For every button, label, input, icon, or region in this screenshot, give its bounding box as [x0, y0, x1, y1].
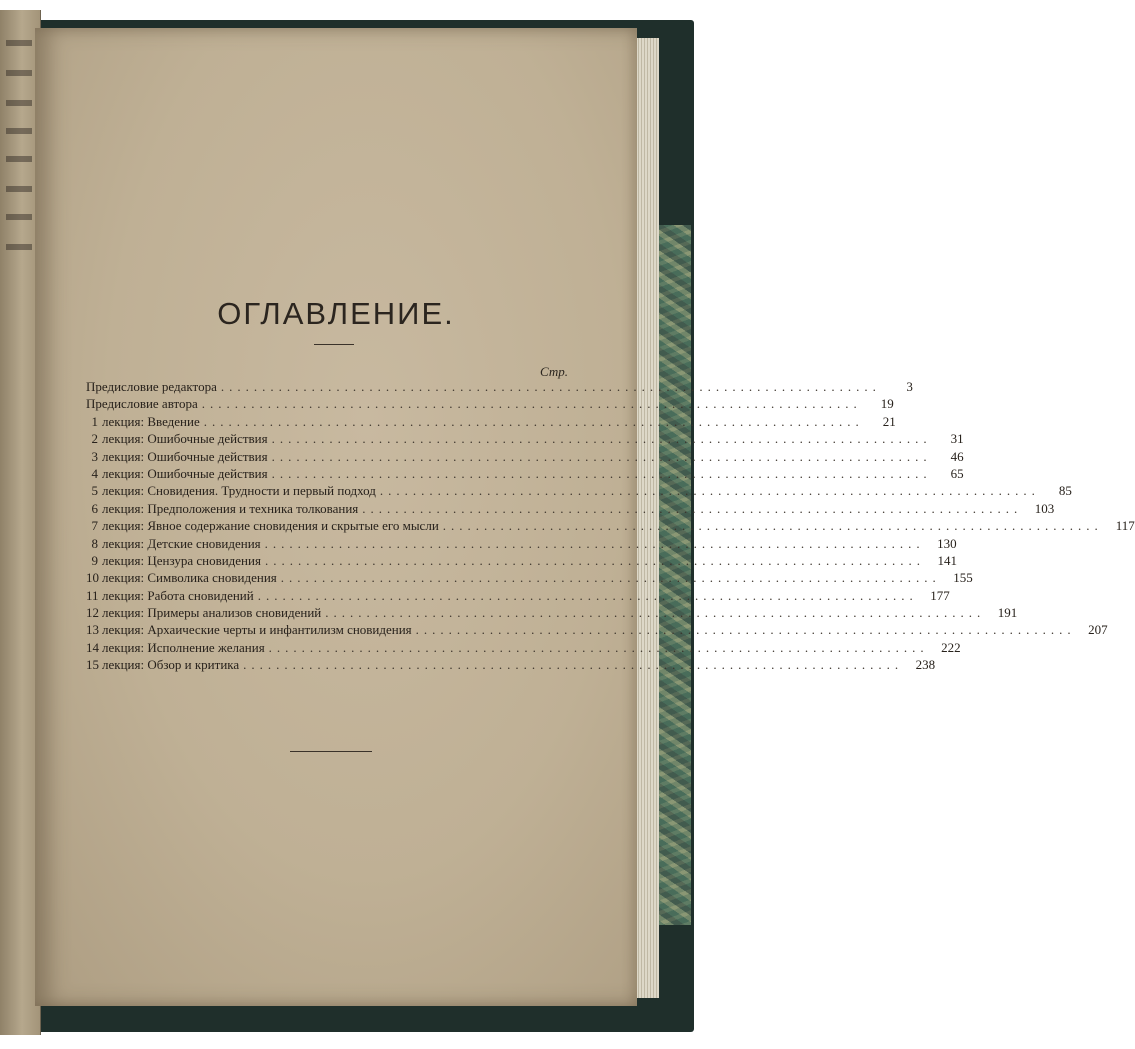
toc-entry: [86, 535, 957, 552]
toc-entry: [86, 517, 1135, 534]
page-title: ОГЛАВЛЕНИЕ.: [217, 296, 455, 331]
entry-label: лекция:: [102, 448, 145, 464]
entry-title: Архаические черты и инфантилизм сновидения: [147, 622, 412, 638]
dot-leader: ................................................................................: [442, 518, 1103, 534]
entry-title: Символика сновидения: [147, 570, 277, 586]
dot-leader: ................................................................................: [271, 448, 932, 464]
page-number: 103: [1034, 500, 1055, 516]
page-number: 238: [915, 657, 936, 673]
page-number: 141: [937, 552, 957, 568]
page-column-label: Стр.: [540, 364, 568, 379]
lecture-number: 9: [91, 552, 98, 568]
toc-entry: [86, 621, 1108, 638]
entry-label: лекция:: [102, 500, 145, 516]
dot-leader: ................................................................................: [362, 500, 1023, 516]
lecture-number: 3: [91, 448, 98, 464]
entry-label: лекция:: [102, 657, 145, 673]
entry-title: Явное содержание сновидения и скрытые его мысли: [147, 518, 439, 534]
entry-label: лекция:: [102, 465, 145, 481]
dot-leader: ................................................................................: [257, 587, 918, 603]
lecture-number: 12: [86, 605, 99, 621]
lecture-number: 7: [91, 518, 98, 534]
lecture-number: 2: [91, 431, 98, 447]
entry-label: лекция:: [102, 622, 145, 638]
entry-label: лекция:: [102, 535, 145, 551]
toc-entry: [86, 569, 973, 586]
page-number: 155: [953, 570, 973, 586]
toc-entry: [86, 465, 964, 482]
left-page-text-fragment: [6, 100, 32, 106]
toc-entry: [86, 395, 894, 412]
page-number: 207: [1088, 622, 1108, 638]
end-rule: [290, 751, 372, 752]
entry-label: лекция:: [102, 639, 145, 655]
left-page-text-fragment: [6, 156, 32, 162]
lecture-number: 15: [86, 657, 99, 673]
left-page-text-fragment: [6, 244, 32, 250]
table-of-contents: [86, 378, 1135, 674]
entry-title: Цензура сновидения: [147, 552, 261, 568]
contents-page: [35, 28, 1135, 1006]
entry-title: Примеры анализов сновидений: [147, 605, 322, 621]
entry-label: лекция:: [102, 570, 145, 586]
left-page-text-fragment: [6, 186, 32, 192]
lecture-number: 4: [91, 465, 98, 481]
page-number: 191: [997, 605, 1018, 621]
page-number: 222: [941, 639, 961, 655]
toc-entry: [86, 378, 913, 395]
toc-entry: [86, 482, 1072, 499]
dot-leader: ................................................................................: [243, 657, 904, 673]
left-page-text-fragment: [6, 128, 32, 134]
entry-title: Работа сновидений: [147, 587, 254, 603]
dot-leader: ................................................................................: [264, 535, 925, 551]
lecture-number: 8: [91, 535, 98, 551]
left-page-text-fragment: [6, 40, 32, 46]
entry-label: лекция:: [102, 552, 145, 568]
dot-leader: ................................................................................: [271, 431, 932, 447]
lecture-number: 6: [91, 500, 98, 516]
entry-title: Обзор и критика: [147, 657, 240, 673]
toc-entry: [86, 639, 961, 656]
entry-label: Предисловие редактора: [86, 379, 217, 394]
page-number: 46: [950, 448, 964, 464]
dot-leader: ................................................................................: [264, 552, 925, 568]
lecture-number: 13: [86, 622, 99, 638]
page-number: 31: [950, 431, 964, 447]
page-number: 85: [1058, 483, 1072, 499]
entry-label: лекция:: [102, 483, 145, 499]
entry-label: Предисловие автора: [86, 396, 198, 412]
lecture-number: 1: [91, 413, 98, 429]
page-number: 65: [950, 465, 964, 481]
left-page-text-fragment: [6, 214, 32, 220]
lecture-number: 10: [86, 570, 99, 586]
page-number: 117: [1115, 518, 1135, 534]
entry-title: Ошибочные действия: [147, 431, 268, 447]
page-number: 19: [880, 396, 894, 412]
page-number: 3: [906, 379, 913, 394]
toc-entry: [86, 413, 896, 430]
entry-label: лекция:: [102, 518, 145, 534]
entry-title: Введение: [147, 413, 200, 429]
toc-entry: [86, 656, 936, 673]
page-number: 21: [882, 413, 896, 429]
entry-title: Ошибочные действия: [147, 448, 268, 464]
entry-label: лекция:: [102, 431, 145, 447]
page-number: 177: [930, 587, 950, 603]
dot-leader: ................................................................................: [325, 605, 986, 621]
toc-entry: [86, 604, 1018, 621]
dot-leader: ................................................................................: [415, 622, 1076, 638]
toc-entry: [86, 552, 957, 569]
dot-leader: ................................................................................: [201, 396, 862, 412]
dot-leader: ................................................................................: [220, 379, 881, 394]
dot-leader: ................................................................................: [280, 570, 941, 586]
entry-title: Предположения и техника толкования: [147, 500, 359, 516]
dot-leader: ................................................................................: [203, 413, 864, 429]
dot-leader: ................................................................................: [271, 465, 932, 481]
lecture-number: 11: [86, 587, 99, 603]
entry-title: Детские сновидения: [147, 535, 261, 551]
lecture-number: 5: [91, 483, 98, 499]
entry-title: Ошибочные действия: [147, 465, 268, 481]
entry-label: лекция:: [102, 605, 145, 621]
entry-label: лекция:: [102, 587, 145, 603]
dot-leader: ................................................................................: [379, 483, 1040, 499]
page-number: 130: [937, 535, 957, 551]
toc-entry: [86, 587, 950, 604]
dot-leader: ................................................................................: [268, 639, 929, 655]
entry-title: Сновидения. Трудности и первый подход: [147, 483, 376, 499]
title-rule: [314, 344, 354, 345]
entry-label: лекция:: [102, 413, 145, 429]
entry-title: Исполнение желания: [147, 639, 265, 655]
toc-entry: [86, 500, 1055, 517]
toc-entry: [86, 448, 964, 465]
lecture-number: 14: [86, 639, 99, 655]
toc-entry: [86, 430, 964, 447]
left-page-text-fragment: [6, 70, 32, 76]
